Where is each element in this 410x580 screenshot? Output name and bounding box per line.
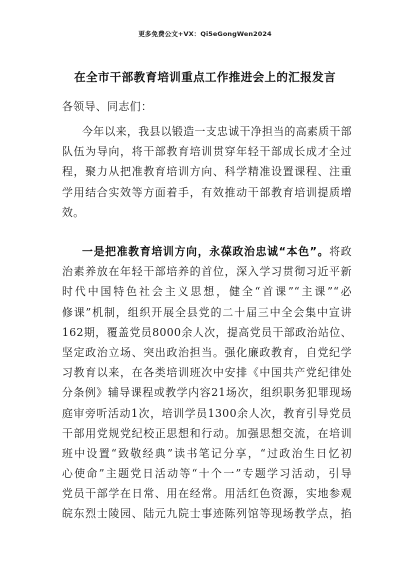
text-line: 程，聚力从把准教育培训方向、科学精准设置课程、注重 [62,165,352,179]
section-heading-continuation: 将政 [329,245,352,258]
text-line: 队伍为导向，将干部教育培训贯穿年轻干部成长成才全过 [62,145,352,159]
paragraph-section-one [62,242,352,525]
text-line: 党员干部学在日常、用在经常。用活红色资源，实地参观 [62,487,352,501]
text-line: 修课”机制，组织开展全县党的二十届三中全会集中宣讲 [62,305,352,319]
text-line: 皖东烈士陵园、陆元九院士事迹陈列馆等现场教学点，掐 [62,507,352,521]
text-line: 干部用党规党纪校正思想和行动。加强思想交流，在培训 [62,426,352,440]
text-line: 时代中国特色社会主义思想，健全“首课”“主课”“必 [62,285,352,299]
text-line: 效。 [62,205,85,219]
text-line: 分条例》辅导课程或教学内容21场次，组织职务犯罪现场 [62,386,352,400]
text-line: 治素养放在年轻干部培养的首位，深入学习贯彻习近平新 [62,265,352,279]
text-line: 庭审旁听活动1次，培训学员1300余人次，教育引导党员 [62,406,352,420]
salutation: 各领导、同志们： [62,100,153,113]
text-line: 今年以来，我县以锻造一支忠诚干净担当的高素质干部 [82,125,352,138]
text-line: 习教育以来，在各类培训班次中安排《中国共产党纪律处 [62,366,352,380]
text-line: 心使命”主题党日活动等“十个一”专题学习活动，引导 [62,467,352,481]
text-line [62,242,352,262]
header-note: 更多免费公文+VX：Qi5eGongWen2024 [138,30,272,38]
section-heading: 一是把准教育培训方向，永葆政治忠诚“本色”。 [82,245,330,258]
text-line: 班中设置“致敬经典”读书笔记分享，“过政治生日忆初 [62,446,352,460]
text-line: 162期，覆盖党员8000余人次，提高党员干部政治站位、 [62,325,352,339]
text-line: 学用结合实效等方面着手，有效推动干部教育培训提质增 [62,185,352,199]
document-title: 在全市干部教育培训重点工作推进会上的汇报发言 [74,70,336,84]
paragraph-intro [62,122,352,223]
text-line: 坚定政治立场、突出政治担当。强化廉政教育，自党纪学 [62,345,352,359]
